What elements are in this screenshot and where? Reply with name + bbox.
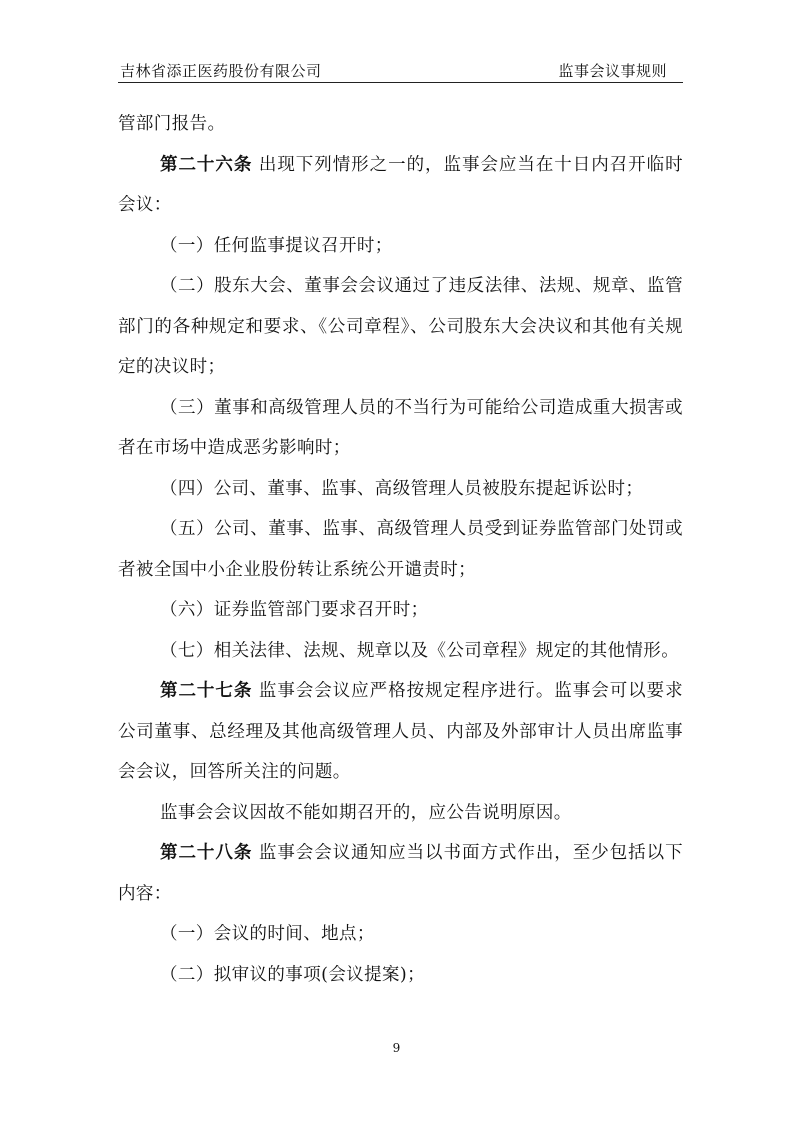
article-26-item-2: （二）股东大会、董事会会议通过了违反法律、法规、规章、监管部门的各种规定和要求、《公司章程》、公司股东大会决议和其他有关规定的决议时； — [118, 276, 683, 377]
article-26-item-5: （五）公司、董事、监事、高级管理人员受到证券监管部门处罚或者被全国中小企业股份转让系统公开谴责时； — [118, 519, 683, 580]
article-27 — [118, 671, 683, 793]
article-28 — [118, 833, 683, 914]
page-header — [118, 58, 683, 83]
article-27-text: 监事会会议应严格按规定程序进行。监事会可以要求公司董事、总经理及其他高级管理人员、内部及外部审计人员出席监事会会议，回答所关注的问题。 — [118, 681, 683, 782]
page-number: 9 — [392, 1041, 401, 1055]
article-28-text: 监事会会议通知应当以书面方式作出，至少包括以下内容： — [118, 843, 683, 904]
article-26-item-1: （一）任何监事提议召开时； — [160, 235, 393, 256]
header-company-name: 吉林省添正医药股份有限公司 — [120, 62, 322, 80]
paragraph-continuation: 管部门报告。 — [118, 114, 226, 134]
header-document-title: 监事会议事规则 — [558, 62, 667, 80]
article-26-item-3: （三）董事和高级管理人员的不当行为可能给公司造成重大损害或者在市场中造成恶劣影响时； — [118, 397, 683, 458]
article-26-item-7: （七）相关法律、法规、规章以及《公司章程》规定的其他情形。 — [160, 640, 680, 661]
article-26-item-6: （六）证券监管部门要求召开时； — [160, 600, 429, 620]
article-26-number: 第二十六条 — [160, 154, 253, 175]
article-26 — [118, 145, 683, 226]
article-27-paragraph-2: 监事会会议因故不能如期召开的，应公告说明原因。 — [160, 802, 572, 823]
document-body — [118, 104, 683, 995]
article-26-item-4: （四）公司、董事、监事、高级管理人员被股东提起诉讼时； — [160, 478, 644, 499]
article-28-number: 第二十八条 — [160, 843, 253, 863]
article-26-text: 出现下列情形之一的，监事会应当在十日内召开临时会议： — [118, 154, 683, 215]
article-27-number: 第二十七条 — [160, 681, 253, 701]
article-28-item-1: （一）会议的时间、地点； — [160, 924, 375, 944]
article-28-item-2: （二）拟审议的事项(会议提案)； — [160, 964, 426, 985]
